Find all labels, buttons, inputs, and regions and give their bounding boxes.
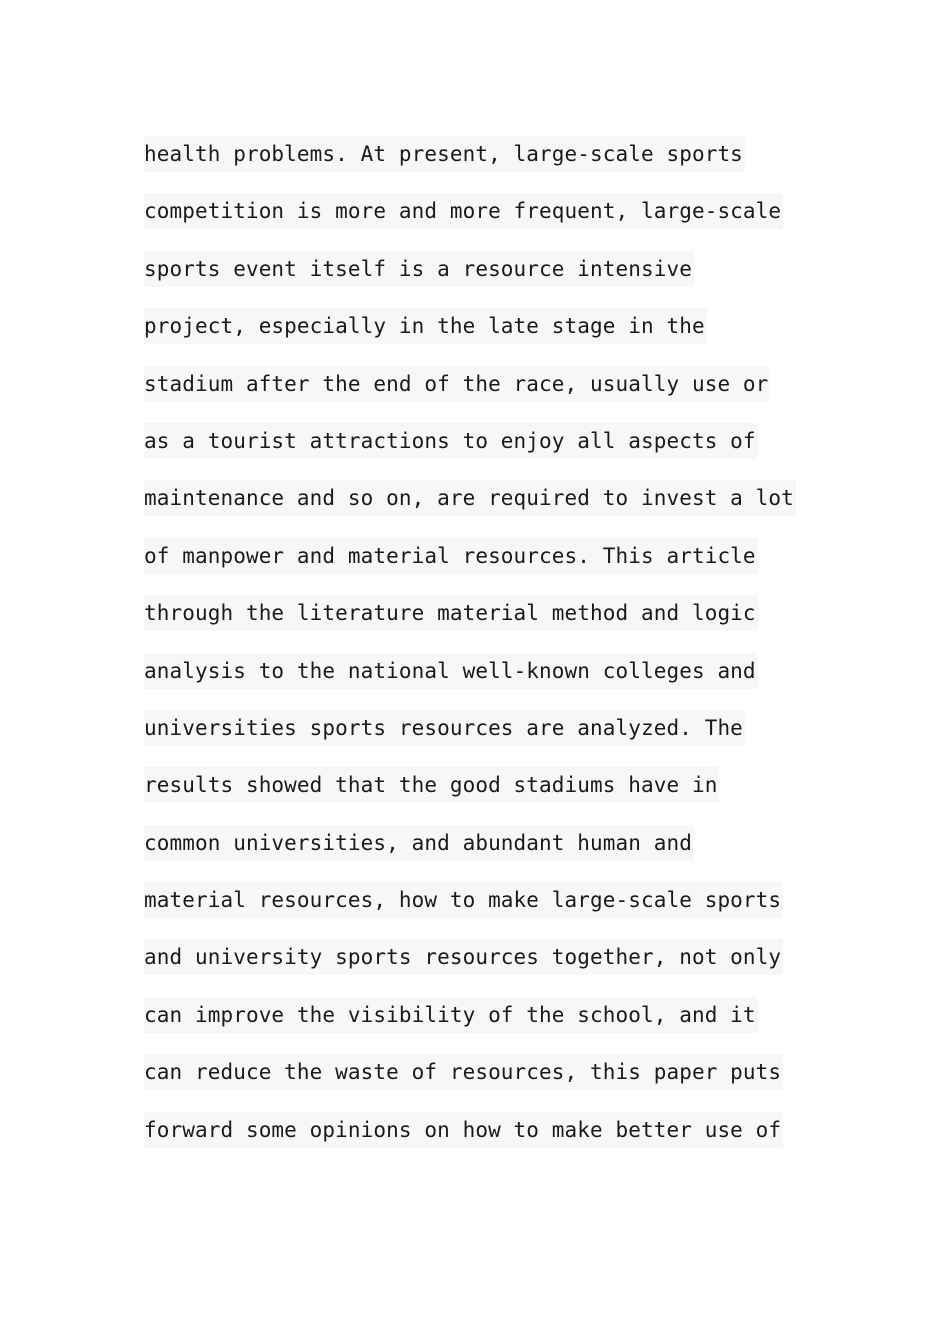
text-line bbox=[144, 1112, 824, 1169]
text-line-content: stadium after the end of the race, usually use or bbox=[144, 366, 770, 402]
text-line-content: project, especially in the late stage in the bbox=[144, 308, 707, 344]
text-line-content: can improve the visibility of the school, and it bbox=[144, 997, 758, 1033]
text-line-content: results showed that the good stadiums have in bbox=[144, 767, 719, 803]
text-line-content: can reduce the waste of resources, this paper puts bbox=[144, 1054, 783, 1090]
text-line-content: health problems. At present, large-scale sports bbox=[144, 136, 745, 172]
text-line-content: forward some opinions on how to make better use of bbox=[144, 1112, 783, 1148]
text-line-content: competition is more and more frequent, large-scale bbox=[144, 193, 783, 229]
text-line bbox=[144, 1054, 824, 1111]
text-line-content: maintenance and so on, are required to invest a lot bbox=[144, 480, 796, 516]
text-line bbox=[144, 193, 824, 250]
body-text bbox=[144, 136, 824, 1169]
text-line bbox=[144, 366, 824, 423]
text-line bbox=[144, 653, 824, 710]
text-line bbox=[144, 251, 824, 308]
text-line bbox=[144, 710, 824, 767]
text-line-content: of manpower and material resources. This article bbox=[144, 538, 758, 574]
text-line-content: material resources, how to make large-scale sports bbox=[144, 882, 783, 918]
text-line-content: universities sports resources are analyzed. The bbox=[144, 710, 745, 746]
text-line-content: and university sports resources together, not only bbox=[144, 939, 783, 975]
text-line bbox=[144, 939, 824, 996]
text-line-content: as a tourist attractions to enjoy all aspects of bbox=[144, 423, 758, 459]
text-line-content: analysis to the national well-known colleges and bbox=[144, 653, 758, 689]
text-line-content: through the literature material method and logic bbox=[144, 595, 758, 631]
text-line bbox=[144, 825, 824, 882]
text-line bbox=[144, 997, 824, 1054]
text-line bbox=[144, 882, 824, 939]
text-line-content: common universities, and abundant human and bbox=[144, 825, 694, 861]
text-line bbox=[144, 595, 824, 652]
text-line bbox=[144, 308, 824, 365]
text-line-content: sports event itself is a resource intensive bbox=[144, 251, 694, 287]
text-line bbox=[144, 538, 824, 595]
text-line bbox=[144, 423, 824, 480]
text-line bbox=[144, 480, 824, 537]
text-line bbox=[144, 767, 824, 824]
text-line bbox=[144, 136, 824, 193]
